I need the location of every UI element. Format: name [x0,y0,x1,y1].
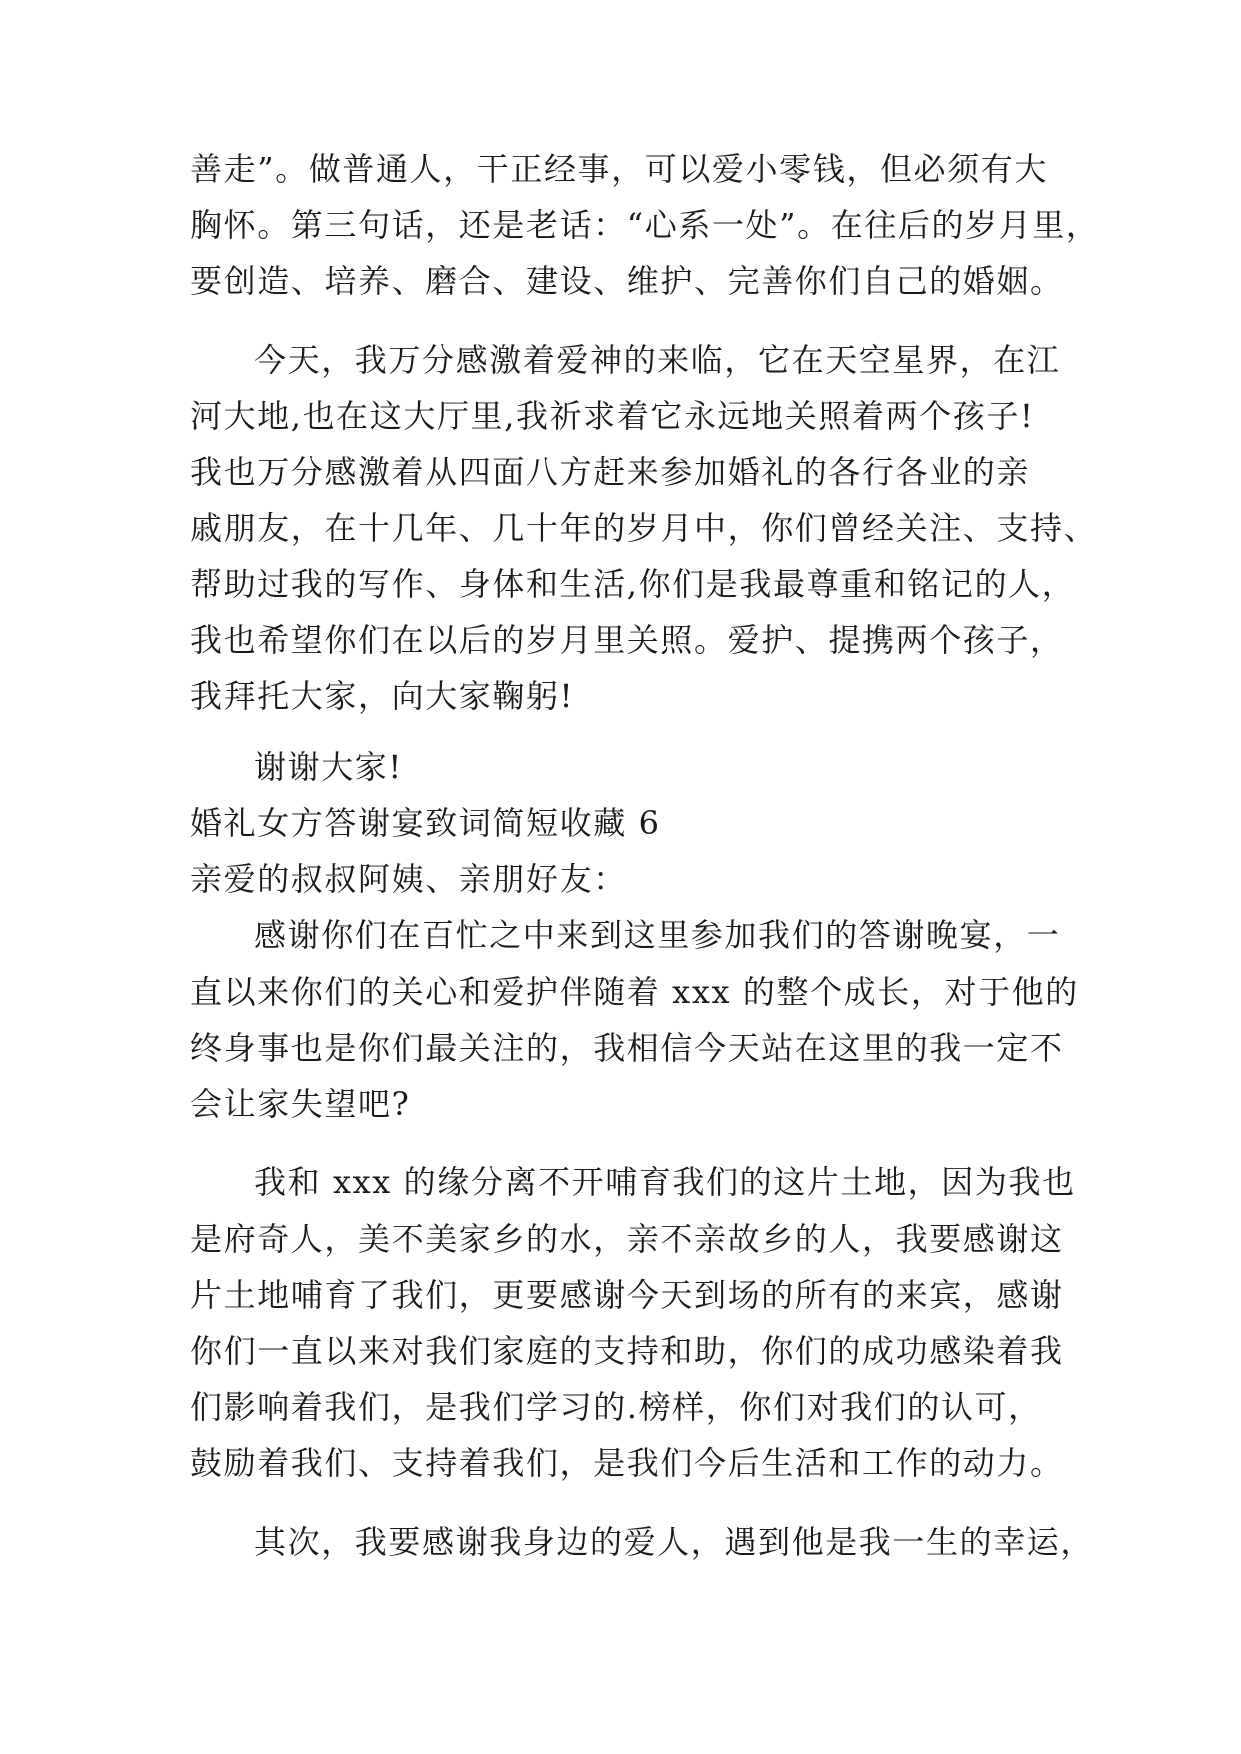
text-line: 们影响着我们，是我们学习的.榜样，你们对我们的认可， [190,1388,1042,1426]
text-line: 终身事也是你们最关注的，我相信今天站在这里的我一定不 [190,1029,1064,1067]
paragraph-first-line: 我和 xxx 的缘分离不开哺育我们的这片土地，因为我也 [254,1163,1076,1201]
text-line: 是府奇人，美不美家乡的水，亲不亲故乡的人，我要感谢这 [190,1220,1064,1258]
closing-line: 谢谢大家! [254,748,403,786]
paragraph-first-line: 其次，我要感谢我身边的爱人，遇到他是我一生的幸运， [254,1523,1095,1561]
text-line: 帮助过我的写作、身体和生活,你们是我最尊重和铭记的人， [190,565,1076,603]
text-line: 要创造、培养、磨合、建设、维护、完善你们自己的婚姻。 [190,262,1064,300]
section-heading: 婚礼女方答谢宴致词简短收藏 6 [190,804,661,842]
text-line: 戚朋友，在十几年、几十年的岁月中，你们曾经关注、支持、 [190,509,1098,547]
text-line: 鼓励着我们、支持着我们，是我们今后生活和工作的动力。 [190,1444,1064,1482]
text-line: 你们一直以来对我们家庭的支持和助，你们的成功感染着我 [190,1332,1064,1370]
text-line: 我拜托大家，向大家鞠躬! [190,677,575,715]
text-line: 会让家失望吧? [190,1085,411,1123]
text-line: 片土地哺育了我们，更要感谢今天到场的所有的来宾，感谢 [190,1276,1064,1314]
text-line: 我也希望你们在以后的岁月里关照。爱护、提携两个孩子， [190,621,1064,659]
text-line: 胸怀。第三句话，还是老话：“心系一处”。在往后的岁月里， [190,206,1100,244]
text-line: 河大地,也在这大厅里,我祈求着它永远地关照着两个孩子! [190,397,1035,435]
text-line: 直以来你们的关心和爱护伴随着 xxx 的整个成长，对于他的 [190,973,1079,1011]
salutation: 亲爱的叔叔阿姨、亲朋好友： [190,860,627,898]
text-line: 我也万分感激着从四面八方赶来参加婚礼的各行各业的亲 [190,453,1031,491]
paragraph-first-line: 感谢你们在百忙之中来到这里参加我们的答谢晚宴，一 [254,916,1061,954]
paragraph-first-line: 今天，我万分感激着爱神的来临，它在天空星界，在江 [254,341,1061,379]
text-line: 善走”。做普通人，干正经事，可以爱小零钱，但必须有大 [190,150,1048,188]
